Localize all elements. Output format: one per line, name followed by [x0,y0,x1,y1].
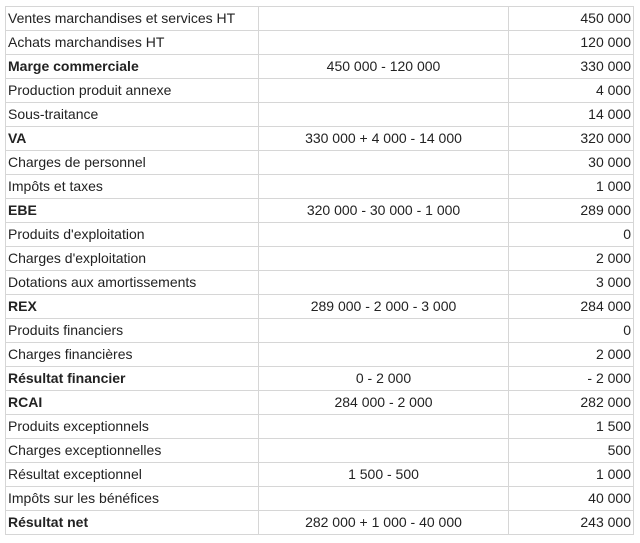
row-value: 1 500 [509,415,634,439]
table-row [6,415,634,439]
row-calculation: 450 000 - 120 000 [259,55,509,79]
row-label: Ventes marchandises et services HT [6,7,259,31]
row-value: 0 [509,223,634,247]
table-row [6,343,634,367]
row-value: 0 [509,319,634,343]
row-label: Marge commerciale [6,55,259,79]
row-value: 120 000 [509,31,634,55]
row-label: Impôts sur les bénéfices [6,487,259,511]
table-row [6,7,634,31]
table-row [6,439,634,463]
row-value: 284 000 [509,295,634,319]
row-calculation: 282 000 + 1 000 - 40 000 [259,511,509,535]
row-label: Résultat exceptionnel [6,463,259,487]
table-row [6,295,634,319]
row-value: 450 000 [509,7,634,31]
table-row [6,223,634,247]
row-label: Produits financiers [6,319,259,343]
row-calculation [259,271,509,295]
row-value: 1 000 [509,463,634,487]
row-label: Charges financières [6,343,259,367]
row-label: EBE [6,199,259,223]
row-calculation [259,79,509,103]
row-calculation: 1 500 - 500 [259,463,509,487]
row-label: Résultat net [6,511,259,535]
row-calculation [259,439,509,463]
row-value: 330 000 [509,55,634,79]
table-row [6,55,634,79]
row-label: Charges de personnel [6,151,259,175]
row-value: - 2 000 [509,367,634,391]
row-label: Produits d'exploitation [6,223,259,247]
row-label: Dotations aux amortissements [6,271,259,295]
row-calculation [259,151,509,175]
row-value: 4 000 [509,79,634,103]
row-label: Résultat financier [6,367,259,391]
row-label: VA [6,127,259,151]
row-label: Produits exceptionnels [6,415,259,439]
row-calculation: 330 000 + 4 000 - 14 000 [259,127,509,151]
row-calculation [259,487,509,511]
table-row [6,463,634,487]
row-value: 2 000 [509,247,634,271]
row-value: 40 000 [509,487,634,511]
row-value: 243 000 [509,511,634,535]
row-value: 3 000 [509,271,634,295]
row-label: REX [6,295,259,319]
row-label: Sous-traitance [6,103,259,127]
table-row [6,367,634,391]
table-row [6,511,634,535]
row-value: 500 [509,439,634,463]
row-calculation [259,319,509,343]
table-row [6,175,634,199]
row-value: 1 000 [509,175,634,199]
row-label: Charges d'exploitation [6,247,259,271]
row-label: RCAI [6,391,259,415]
row-calculation [259,415,509,439]
row-calculation: 289 000 - 2 000 - 3 000 [259,295,509,319]
table-row [6,319,634,343]
table-row [6,79,634,103]
table-body [6,7,634,535]
table-row [6,103,634,127]
row-calculation [259,247,509,271]
row-calculation [259,31,509,55]
row-calculation [259,103,509,127]
row-value: 320 000 [509,127,634,151]
row-value: 14 000 [509,103,634,127]
row-value: 30 000 [509,151,634,175]
row-calculation [259,7,509,31]
row-label: Impôts et taxes [6,175,259,199]
row-label: Achats marchandises HT [6,31,259,55]
row-calculation: 284 000 - 2 000 [259,391,509,415]
row-calculation: 320 000 - 30 000 - 1 000 [259,199,509,223]
table-row [6,127,634,151]
row-calculation [259,175,509,199]
row-value: 2 000 [509,343,634,367]
row-label: Charges exceptionnelles [6,439,259,463]
table-row [6,31,634,55]
table-row [6,199,634,223]
table-row [6,391,634,415]
row-calculation [259,343,509,367]
row-calculation [259,223,509,247]
table-row [6,487,634,511]
table-row [6,151,634,175]
table-row [6,271,634,295]
intermediate-balances-table [5,6,634,535]
row-label: Production produit annexe [6,79,259,103]
row-calculation: 0 - 2 000 [259,367,509,391]
row-value: 282 000 [509,391,634,415]
table-row [6,247,634,271]
row-value: 289 000 [509,199,634,223]
